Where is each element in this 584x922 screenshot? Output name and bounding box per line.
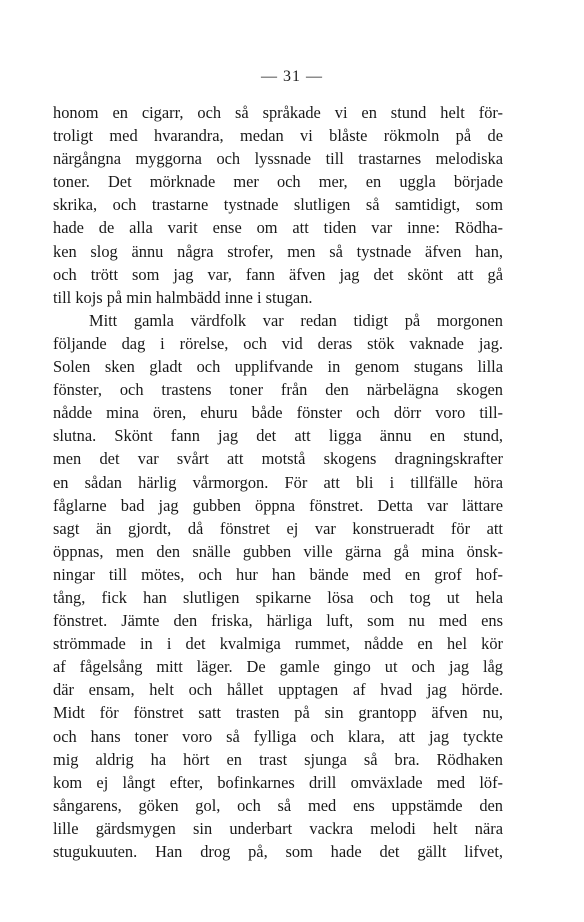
text-line: honom en cigarr, och så språkade vi en stund helt för-: [53, 103, 503, 122]
text-line: strömmade in i det kvalmiga rummet, nådde en hel kör: [53, 634, 503, 654]
text-line: af fågelsång mitt läger. De gamle gingo ut och jag låg: [53, 657, 503, 677]
text-line: men det var svårt att motstå skogens dragningskrafter: [53, 449, 503, 469]
text-line: toner. Det mörknade mer och mer, en uggla började: [53, 172, 503, 192]
text-line: följande dag i rörelse, och vid deras stök vaknade jag.: [53, 333, 503, 353]
text-line: en sådan härlig vårmorgon. För att bli i tillfälle höra: [53, 472, 503, 492]
text-line: ken slog ännu några strofer, men så tystnade äfven han,: [53, 241, 503, 261]
page-number: — 31 —: [261, 68, 323, 85]
text-line: Midt för fönstret satt trasten på sin grantopp äfven nu,: [53, 703, 503, 723]
text-line: Mitt gamla värdfolk var redan tidigt på morgonen: [89, 310, 503, 330]
text-line: fönster, och trastens toner från den närbelägna skogen: [53, 380, 503, 400]
text-line: sångarens, göken gol, och så med ens uppstämde den: [53, 795, 503, 815]
text-line: närgångna myggorna och lyssnade till trastarnes melodiska: [53, 149, 503, 169]
text-line: kom ej långt efter, bofinkarnes drill omväxlade med löf-: [53, 772, 503, 792]
text-line: fåglarne bad jag gubben öppna fönstret. Detta var lättare: [53, 495, 503, 515]
text-line: troligt med hvarandra, medan vi blåste rökmoln på de: [53, 126, 503, 146]
text-line: slutna. Skönt fann jag det att ligga ännu en stund,: [53, 426, 503, 446]
text-line: öppnas, men den snälle gubben ville gärna gå mina önsk-: [53, 541, 503, 561]
text-line: och hans toner voro så fylliga och klara, att jag tyckte: [53, 726, 503, 746]
text-line: Solen sken gladt och upplifvande in genom stugans lilla: [53, 357, 503, 377]
text-line: skrika, och trastarne tystnade slutligen så samtidigt, som: [53, 195, 503, 215]
text-line: hade de alla varit ense om att tiden var inne: Rödha-: [53, 218, 503, 238]
text-line: till kojs på min halmbädd inne i stugan.: [53, 287, 313, 307]
text-line: mig aldrig ha hört en trast sjunga så bra. Rödhaken: [53, 749, 503, 769]
text-line: sagt än gjordt, då fönstret ej var konstrueradt för att: [53, 518, 503, 538]
text-line: lille gärdsmygen sin underbart vackra melodi helt nära: [53, 818, 503, 838]
text-line: fönstret. Jämte den friska, härliga luft, som nu med ens: [53, 611, 503, 631]
text-line: stugukuuten. Han drog på, som hade det gällt lifvet,: [53, 842, 503, 861]
text-line: där ensam, helt och hållet upptagen af hvad jag hörde.: [53, 680, 503, 700]
body-text: [53, 101, 503, 863]
text-line: tång, fick han slutligen spikarne lösa och tog ut hela: [53, 587, 503, 607]
text-line: och trött som jag var, fann äfven jag det skönt att gå: [53, 264, 503, 284]
text-line: ningar till mötes, och hur han bände med en grof hof-: [53, 564, 503, 584]
text-line: nådde mina ören, ehuru både fönster och dörr voro till-: [53, 403, 503, 423]
